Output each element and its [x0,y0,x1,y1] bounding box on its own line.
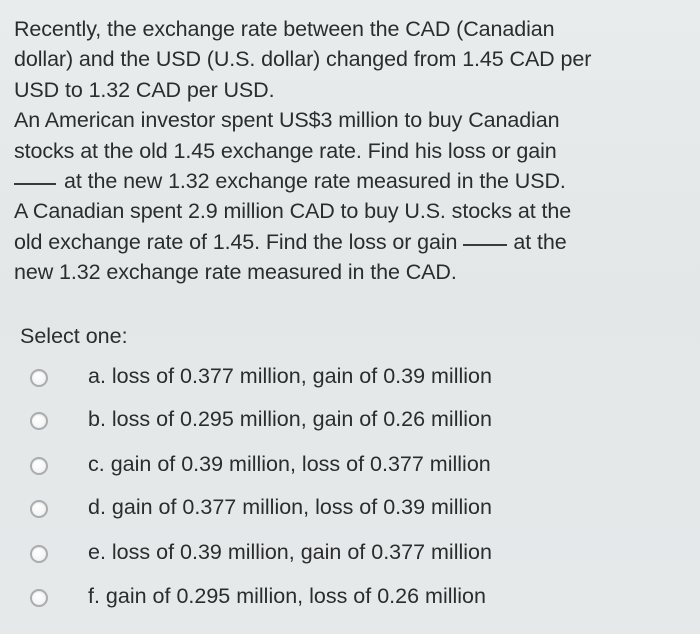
option-c[interactable] [0,443,700,483]
select-one-label: Select one: [20,324,128,348]
radio-button-b[interactable] [30,412,48,430]
question-line-6-text: at the new 1.32 exchange rate measured in the USD. [64,169,566,194]
option-d-label[interactable]: d. gain of 0.377 million, loss of 0.39 million [88,495,492,519]
option-b[interactable] [0,398,700,438]
question-line-5: stocks at the old 1.45 exchange rate. Find his loss or gain [14,138,557,163]
question-line-8-start: old exchange rate of 1.45. Find the loss or gain [14,229,458,254]
radio-button-e[interactable] [30,545,48,563]
question-line-2: dollar) and the USD (U.S. dollar) changed from 1.45 CAD per [14,47,592,72]
option-c-label[interactable]: c. gain of 0.39 million, loss of 0.377 million [88,452,491,476]
question-line-4: An American investor spent US$3 million to buy Canadian [14,108,560,133]
answer-blank-2 [463,244,507,246]
option-a[interactable] [0,355,700,395]
radio-button-c[interactable] [30,457,48,475]
radio-button-a[interactable] [30,369,48,387]
radio-button-d[interactable] [30,500,48,518]
option-f-label[interactable]: f. gain of 0.295 million, loss of 0.26 million [88,584,486,608]
question-line-9: new 1.32 exchange rate measured in the CAD. [14,260,457,285]
question-line-7: A Canadian spent 2.9 million CAD to buy U.S. stocks at the [14,199,572,224]
option-a-label[interactable]: a. loss of 0.377 million, gain of 0.39 million [88,364,492,388]
option-d[interactable] [0,486,700,526]
question-line-3: USD to 1.32 CAD per USD. [14,77,275,102]
answer-blank-1 [14,183,56,185]
option-e[interactable] [0,531,700,571]
option-b-label[interactable]: b. loss of 0.295 million, gain of 0.26 million [88,407,492,431]
question-line-8 [14,227,690,257]
question-text [14,14,690,288]
question-line-6 [14,166,690,196]
option-e-label[interactable]: e. loss of 0.39 million, gain of 0.377 million [88,540,492,564]
question-line-1: Recently, the exchange rate between the CAD (Canadian [14,17,555,41]
question-line-8-end: at the [513,229,567,254]
radio-button-f[interactable] [30,589,48,607]
option-f[interactable] [0,575,700,615]
